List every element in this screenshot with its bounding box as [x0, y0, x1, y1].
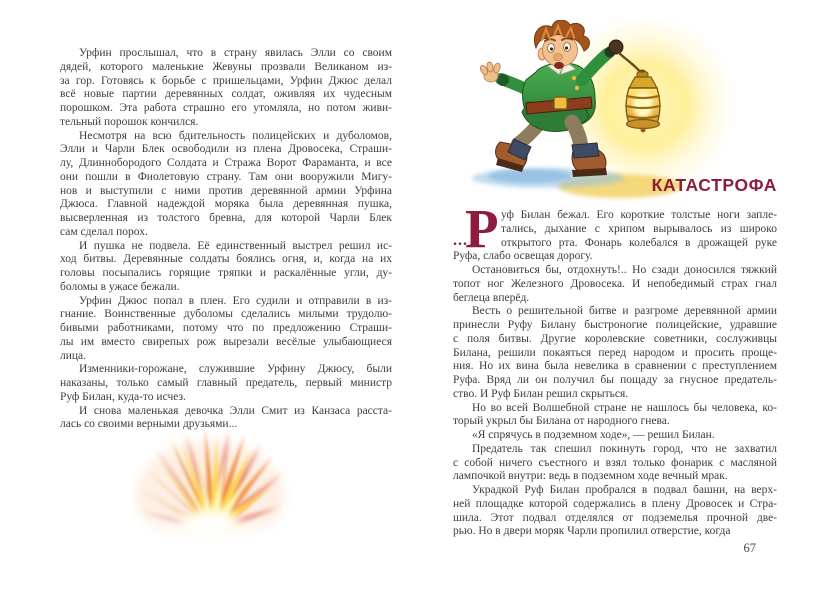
text-line: Руфа, слабо освещая дорогу. [453, 250, 593, 263]
text-line: ход битвы. Деревянные солдаты боялись огня, и, когда на их [60, 253, 392, 266]
text-line: нов и выступили с ними против деревянной армии Урфина [60, 184, 392, 197]
text-line: И пушка не подвела. Её единственный выстрел решил ис- [79, 239, 392, 252]
text-line: Билана, решили покаяться перед народом и просить проще- [453, 346, 777, 359]
text-line: ство. И Руф Билан решил скрыться. [453, 387, 629, 400]
text-line: торый укрыл бы Билана от народного гнева. [453, 415, 670, 428]
text-line: лась со своими верными друзьями... [60, 418, 238, 431]
text-line: Украдкой Руф Билан пробрался в подвал башни, на верх- [472, 484, 777, 496]
text-line: топот ног Железного Дровосека. И непобедимый страх гнал [453, 277, 777, 290]
text-line: тельный порошок кончился. [60, 115, 199, 128]
text-line: ней площадке которой содержались в плену Дровосек и Стра- [453, 497, 777, 510]
lantern-base [627, 120, 660, 129]
text-line: всё новые партии деревянных солдат, оживляя их чудесным [60, 88, 392, 101]
coat-button [572, 76, 576, 80]
front-boot-cuff [572, 143, 599, 158]
lantern-light [633, 92, 653, 118]
text-line: открытого рта. Фонарь колебался в дрожащей руке [501, 236, 777, 249]
text-line: Остановиться бы, отдохнуть!.. Но сзади доносился тяжкий [472, 264, 777, 276]
text-line: Элли и Чарли Блек освободили из плена Дровосека, Страши- [60, 143, 392, 156]
text-line: Но во всей Волшебной стране не нашлось бы человека, ко- [472, 401, 777, 414]
lantern-finial [641, 128, 646, 133]
dropcap-paragraph [453, 198, 777, 264]
cuff [497, 74, 509, 86]
text-line: шила. Этот подвал отделялся от подземелья прочной две- [453, 511, 777, 524]
pupil [565, 46, 568, 49]
explosion-illustration [133, 428, 291, 540]
text-line: беглеца вперёд. [453, 291, 530, 304]
text-line: они пошли в Фиолетовую страну. Там они вооружили Мигу- [60, 170, 392, 183]
text-line: Урфин Джюс попал в плен. Его судили и отправили в из- [79, 294, 392, 307]
text-line: боломы в ужасе бежали. [60, 280, 180, 293]
nose [554, 54, 563, 61]
left-page-text [60, 47, 392, 432]
drop-cap [453, 198, 499, 259]
text-line: рью. Но в двери моряк Чарли пропилил отверстие, когда [453, 525, 731, 538]
text-line: Руфа. Вряд ли он получил бы пощаду за гнусное предатель- [453, 374, 777, 386]
text-line: гнание. Воинственные дуболомы сделались милыми трудолю- [60, 308, 392, 321]
text-line: Джюса. Главной надеждой моряка была деревянная пушка, [60, 198, 392, 211]
text-line: И снова маленькая девочка Элли Смит из Канзаса расста- [79, 404, 392, 417]
text-line: за гор. Готовясь к борьбе с пришельцами, Урфин Джюс делал [60, 74, 392, 87]
page-number: 67 [743, 541, 756, 555]
explosion-bottom-fade [133, 514, 291, 540]
text-line: лампочкой внутри: ведь в подземном ходе вечный мрак. [453, 470, 728, 483]
text-line: принесли Руфу Билану быстроногие полицейские, удравшие [453, 319, 777, 331]
belt-buckle [554, 97, 567, 109]
fist-glove [609, 40, 623, 54]
text-line: с собой ничего съестного и взял только фонарик с масляной [453, 456, 777, 469]
text-line: Предатель так спешил покинуть город, что не захватил [472, 442, 777, 455]
text-line: «Я спрячусь в подземном ходе», — решил Билан. [472, 429, 715, 441]
text-line: бивыми работниками, потому что по предложению Страши- [60, 322, 392, 334]
text-line: Урфин прослышал, что в страну явилась Элли со своим [79, 47, 392, 59]
text-line: лица. [60, 349, 87, 362]
text-line: лу, Длиннобородого Солдата и Стража Ворот Фараманта, и все [60, 157, 392, 169]
text-line: тались, дыхание с хрипом вырывалось из широко [501, 222, 777, 235]
text-line: уф Билан бежал. Его короткие толстые ноги запле- [501, 209, 777, 221]
chapter-title: КАТАСТРОФА [651, 175, 777, 195]
text-line: порошком. Эта работа страшно его утомляла, но потом живи- [60, 102, 392, 114]
text-line: высверленная из толстого бревна, для которой Чарли Блек [60, 212, 392, 224]
text-line: с поля битвы. Другие королевские советники, сослуживцы [453, 332, 777, 345]
text-line: головы посыпались горящие тряпки и раскалённые угли, ду- [60, 267, 392, 279]
coat-button [575, 86, 579, 90]
right-page-text [453, 198, 777, 539]
pupil [550, 47, 553, 50]
text-line: Руф Билан, куда-то исчез. [60, 390, 186, 403]
text-line: ния. Но их вина была невелика в сравнении с преступлением [453, 360, 777, 373]
text-line: дядей, которого маленькие Жевуны прозвали Великаном из- [60, 60, 392, 73]
open-mouth [554, 62, 564, 69]
text-line: Изменники-горожане, служившие Урфину Джюсу, были [79, 363, 392, 376]
text-line: Весть о решительной битве и разгроме деревянной армии [472, 305, 777, 318]
dropcap-letter: Р [465, 198, 499, 259]
text-line: сам сделал порох. [60, 225, 148, 238]
dropcap-dots: ... [453, 232, 468, 250]
text-line: наказаны, только самый главный предатель, первый министр [60, 377, 392, 389]
text-line: Несмотря на всю бдительность полицейских и дуболомов, [79, 129, 392, 142]
text-line: лы им вместо свирепых рож вырезали весёлые улыбающиеся [60, 335, 392, 348]
